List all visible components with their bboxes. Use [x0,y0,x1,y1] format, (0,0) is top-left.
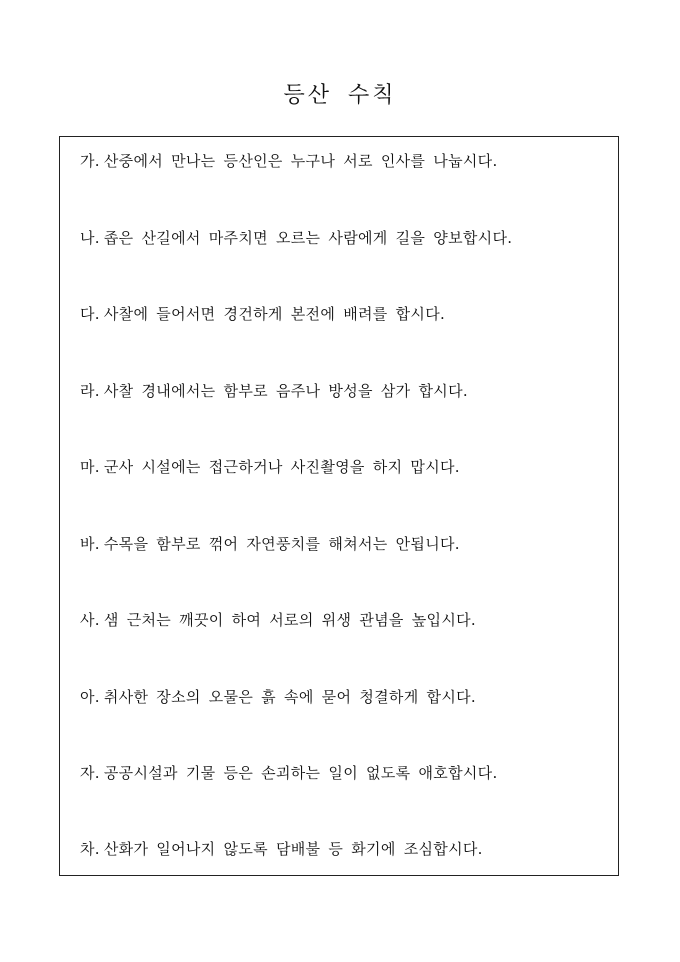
rule-item [80,837,610,861]
rule-item [80,379,610,403]
rule-item [80,302,610,326]
rule-text: 사찰 경내에서는 함부로 음주나 방성을 삼가 합시다. [103,382,468,400]
rule-text: 공공시설과 기물 등은 손괴하는 일이 없도록 애호합시다. [103,764,498,782]
rule-item [80,455,610,479]
rule-item [80,608,610,632]
rule-text: 산중에서 만나는 등산인은 누구나 서로 인사를 나눕시다. [103,152,498,170]
rule-text: 샘 근처는 깨끗이 하여 서로의 위생 관념을 높입시다. [103,611,476,629]
rule-marker: 가. [80,152,100,170]
rule-item [80,149,610,173]
rule-text: 좁은 산길에서 마주치면 오르는 사람에게 길을 양보합시다. [103,229,513,247]
rule-marker: 다. [80,305,100,323]
rule-text: 취사한 장소의 오물은 흙 속에 묻어 청결하게 합시다. [103,688,476,706]
rule-item [80,685,610,709]
rule-marker: 나. [80,229,100,247]
page-title: 등산 수칙 [283,83,397,108]
rule-text: 군사 시설에는 접근하거나 사진촬영을 하지 맙시다. [103,458,460,476]
rule-text: 사찰에 들어서면 경건하게 본전에 배려를 합시다. [103,305,446,323]
rule-text: 수목을 함부로 꺾어 자연풍치를 해쳐서는 안됩니다. [103,535,460,553]
rule-item [80,226,610,250]
rule-marker: 사. [80,611,100,629]
rule-marker: 아. [80,688,100,706]
rule-marker: 자. [80,764,100,782]
rules-box [59,136,619,876]
rule-marker: 라. [80,382,100,400]
rule-marker: 바. [80,535,100,553]
rule-text: 산화가 일어나지 않도록 담배불 등 화기에 조심합시다. [103,840,483,858]
rule-item [80,761,610,785]
rule-item [80,532,610,556]
rule-marker: 마. [80,458,100,476]
rule-marker: 차. [80,840,100,858]
